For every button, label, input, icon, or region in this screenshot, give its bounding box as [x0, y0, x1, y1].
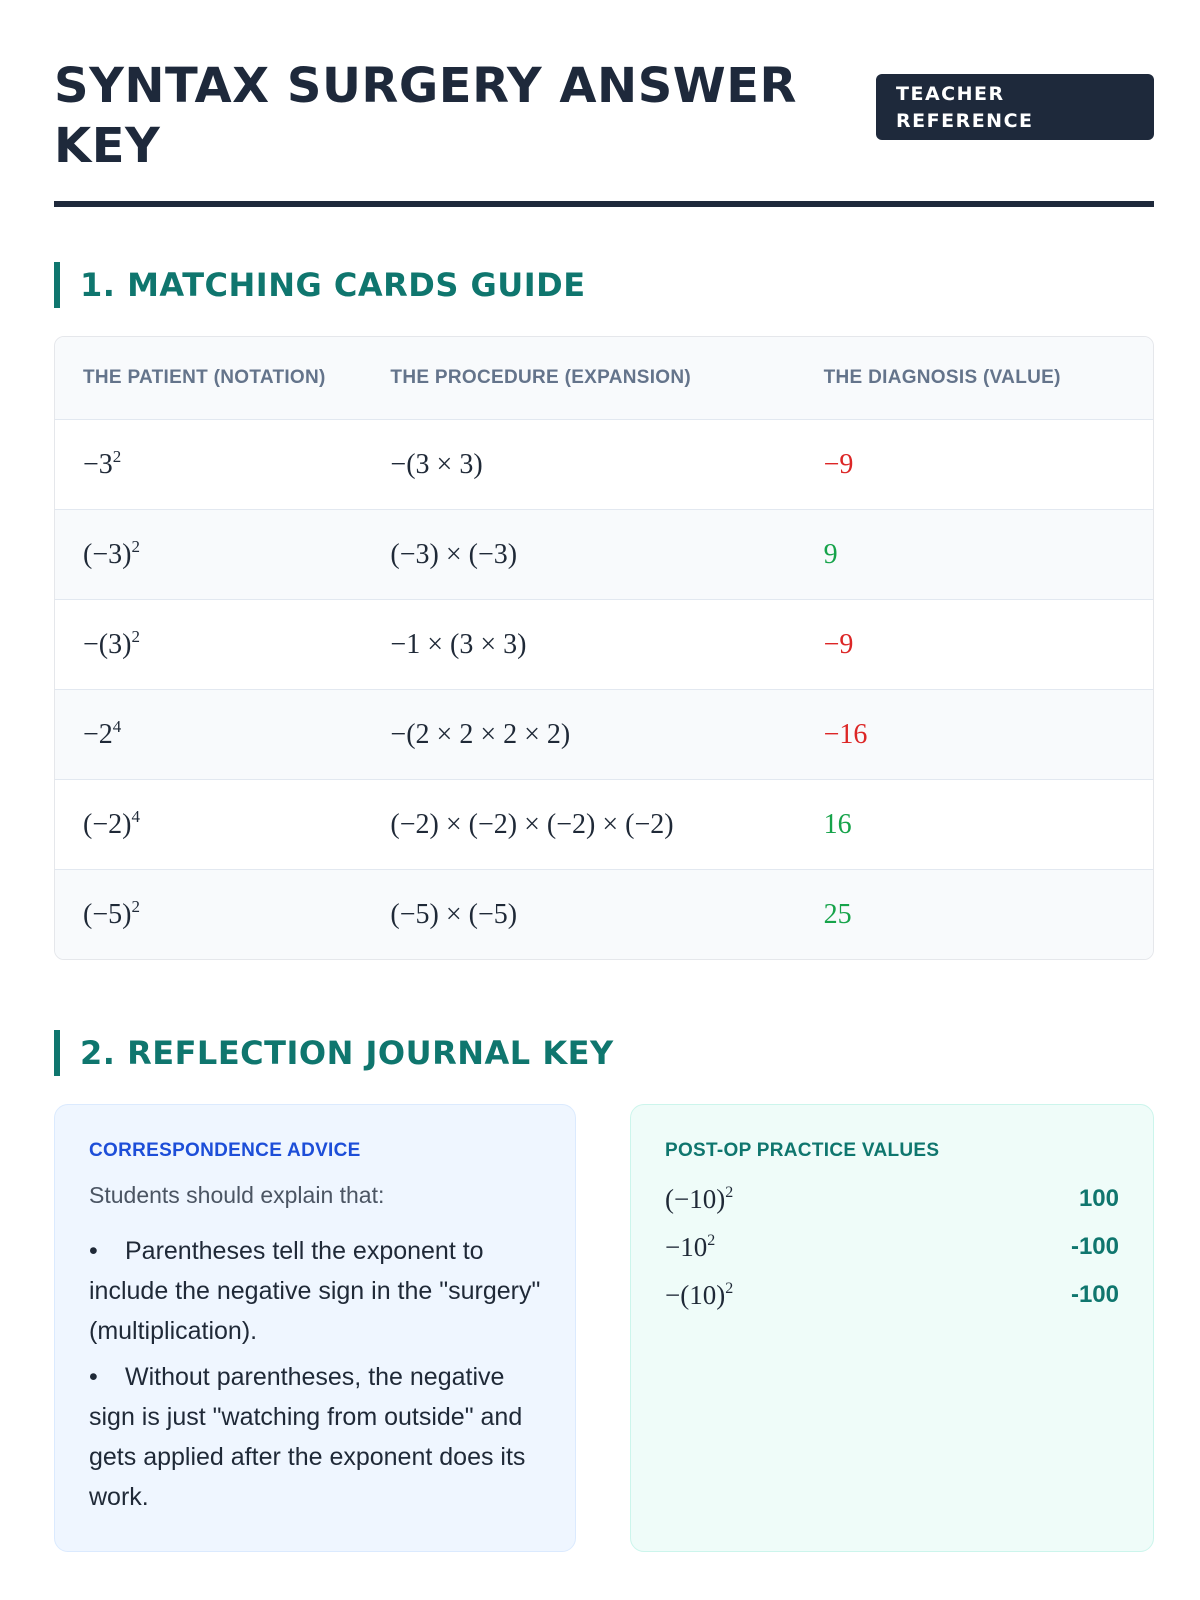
- column-header-notation: THE PATIENT (NOTATION): [83, 367, 326, 388]
- notation-cell: $-3^2$: [83, 446, 122, 480]
- value-cell: 25: [823, 898, 852, 930]
- column-header-value: THE DIAGNOSIS (VALUE): [823, 367, 1061, 388]
- notation-cell: $-(3)^2$: [83, 626, 140, 660]
- expansion-cell: −(3 × 3): [390, 448, 483, 480]
- value-cell: −9: [823, 448, 854, 480]
- section-title-reflection-journal: 2. REFLECTION JOURNAL KEY: [54, 1030, 614, 1076]
- value-cell: 9: [823, 538, 838, 570]
- table-row: [55, 779, 1153, 869]
- table-row: [55, 419, 1153, 509]
- table-header-row: [55, 337, 1153, 419]
- page-header: [54, 56, 1154, 176]
- bullet-dot-icon: •: [89, 1363, 98, 1391]
- header-divider: [54, 201, 1154, 207]
- value-cell: 16: [823, 808, 852, 840]
- practice-list: [665, 1175, 1119, 1319]
- table-row: [55, 869, 1153, 959]
- teacher-reference-badge: TEACHER REFERENCE: [876, 74, 1154, 140]
- practice-row: [665, 1175, 1119, 1223]
- practice-row: [665, 1223, 1119, 1271]
- table-row: [55, 509, 1153, 599]
- expansion-cell: (−2) × (−2) × (−2) × (−2): [390, 808, 674, 840]
- correspondence-advice-card: [54, 1104, 576, 1552]
- notation-cell: $(-5)^2$: [83, 896, 140, 930]
- section-title-matching-cards: 1. MATCHING CARDS GUIDE: [54, 262, 586, 308]
- table-row: [55, 599, 1153, 689]
- column-header-expansion: THE PROCEDURE (EXPANSION): [390, 367, 692, 388]
- matching-cards-table: [54, 336, 1154, 960]
- value-cell: −16: [823, 718, 868, 750]
- expansion-cell: (−5) × (−5): [390, 898, 518, 930]
- practice-heading: POST-OP PRACTICE VALUES: [665, 1140, 940, 1161]
- advice-bullet-list: [89, 1231, 541, 1517]
- expansion-cell: −1 × (3 × 3): [390, 628, 527, 660]
- notation-cell: $-2^4$: [83, 716, 122, 750]
- value-cell: −9: [823, 628, 854, 660]
- notation-cell: $(-3)^2$: [83, 536, 140, 570]
- practice-expression: $(-10)^2$: [665, 1183, 734, 1214]
- post-op-practice-card: [630, 1104, 1154, 1552]
- practice-expression: $-10^2$: [665, 1231, 716, 1262]
- list-item: • Without parentheses, the negative sign is just "watching from outside" and gets applied after the exponent does its work.: [89, 1357, 541, 1517]
- table-row: [55, 689, 1153, 779]
- page-title: SYNTAX SURGERY ANSWER KEY: [54, 58, 797, 174]
- expansion-cell: (−3) × (−3): [390, 538, 518, 570]
- practice-expression: $-(10)^2$: [665, 1279, 734, 1310]
- notation-cell: $(-2)^4$: [83, 806, 140, 840]
- practice-row: [665, 1271, 1119, 1319]
- list-item: • Parentheses tell the exponent to include the negative sign in the "surgery" (multiplication).: [89, 1231, 541, 1351]
- table-body: [55, 419, 1153, 959]
- advice-heading: CORRESPONDENCE ADVICE: [89, 1140, 361, 1161]
- practice-value: -100: [1070, 1233, 1119, 1260]
- practice-value: 100: [1078, 1185, 1119, 1212]
- practice-value: -100: [1070, 1281, 1119, 1308]
- advice-intro: Students should explain that:: [89, 1182, 385, 1208]
- expansion-cell: −(2 × 2 × 2 × 2): [390, 718, 571, 750]
- bullet-dot-icon: •: [89, 1237, 98, 1265]
